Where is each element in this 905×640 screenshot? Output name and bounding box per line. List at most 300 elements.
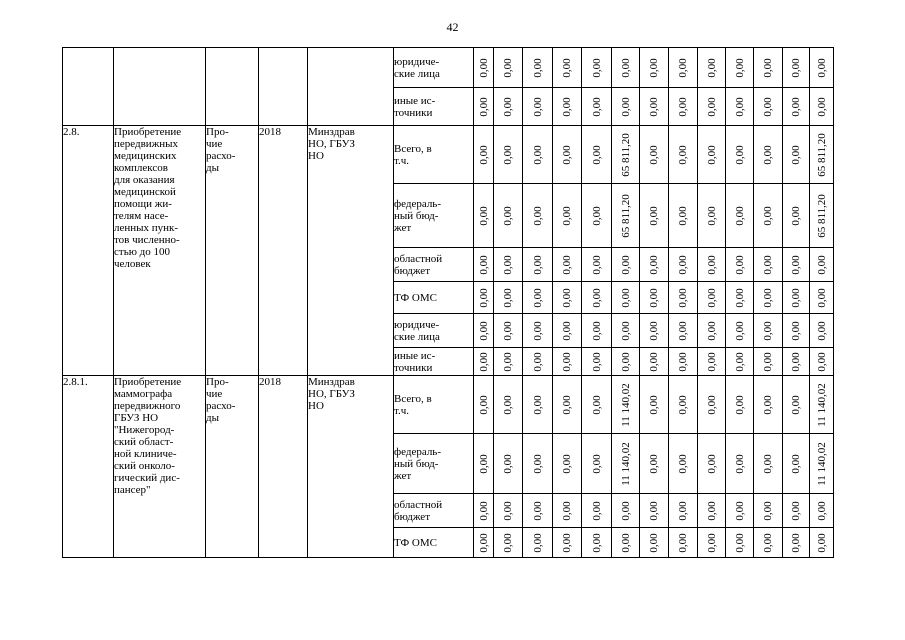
value-text: 0,00 (733, 351, 746, 372)
value-text: 0,00 (531, 453, 544, 474)
value-text: 0,00 (531, 96, 544, 117)
value-cell (754, 88, 783, 126)
value-text: 0,00 (561, 500, 573, 521)
funding-source: областной бюджет (394, 494, 474, 528)
value-cell (474, 184, 494, 248)
value-cell (726, 314, 754, 348)
value-text: 0,00 (790, 57, 802, 78)
value-cell (783, 184, 810, 248)
value-cell (494, 494, 523, 528)
value-text: 0,00 (561, 532, 573, 553)
item-number (63, 48, 114, 126)
value-text: 0,00 (705, 500, 718, 521)
value-text: 0,00 (477, 394, 490, 415)
value-text: 0,00 (815, 57, 828, 78)
value-cell (810, 314, 834, 348)
value-cell (810, 434, 834, 494)
value-text: 0,00 (561, 287, 573, 308)
page-number: 42 (446, 20, 459, 34)
value-text: 0,00 (619, 532, 632, 553)
value-cell (726, 348, 754, 376)
value-cell (553, 434, 582, 494)
value-text: 0,00 (590, 57, 603, 78)
value-text: 0,00 (677, 144, 689, 165)
value-text: 0,00 (502, 394, 514, 415)
value-text: 0,00 (648, 500, 660, 521)
value-cell (494, 126, 523, 184)
value-text: 0,00 (733, 453, 746, 474)
value-cell (640, 184, 669, 248)
value-text: 0,00 (502, 320, 514, 341)
value-cell (612, 376, 640, 434)
value-cell (669, 528, 698, 558)
value-cell (612, 314, 640, 348)
value-cell (582, 48, 612, 88)
table-row (63, 376, 834, 434)
value-cell (754, 184, 783, 248)
value-cell (612, 126, 640, 184)
value-cell (640, 48, 669, 88)
value-text: 0,00 (733, 287, 746, 308)
value-cell (582, 282, 612, 314)
value-text: 65 811,20 (815, 193, 828, 238)
value-cell (553, 88, 582, 126)
value-cell (726, 48, 754, 88)
value-cell (783, 88, 810, 126)
value-text: 0,00 (677, 96, 689, 117)
value-text: 0,00 (502, 254, 514, 275)
value-text: 0,00 (733, 96, 746, 117)
funding-source: Всего, в т.ч. (394, 126, 474, 184)
value-text: 0,00 (590, 453, 603, 474)
value-text: 0,00 (561, 453, 573, 474)
value-text: 0,00 (705, 96, 718, 117)
value-cell (494, 184, 523, 248)
value-cell (582, 376, 612, 434)
value-text: 0,00 (705, 144, 718, 165)
value-text: 0,00 (502, 500, 514, 521)
value-text: 0,00 (477, 351, 490, 372)
value-cell (754, 494, 783, 528)
value-cell (783, 126, 810, 184)
value-cell (523, 126, 553, 184)
value-cell (582, 348, 612, 376)
value-cell (783, 528, 810, 558)
value-cell (783, 494, 810, 528)
value-cell (726, 282, 754, 314)
value-cell (474, 434, 494, 494)
value-cell (523, 528, 553, 558)
value-text: 0,00 (762, 96, 774, 117)
item-expense-type (206, 48, 259, 126)
value-text: 0,00 (648, 453, 660, 474)
value-cell (612, 528, 640, 558)
value-text: 0,00 (815, 532, 828, 553)
value-text: 0,00 (561, 57, 573, 78)
value-text: 0,00 (733, 320, 746, 341)
value-cell (553, 494, 582, 528)
value-text: 0,00 (705, 287, 718, 308)
value-text: 0,00 (815, 287, 828, 308)
value-text: 0,00 (677, 320, 689, 341)
value-text: 0,00 (815, 96, 828, 117)
value-text: 0,00 (561, 96, 573, 117)
value-cell (523, 248, 553, 282)
value-text: 0,00 (561, 394, 573, 415)
item-name: Приобретение передвижных медицинских комплексов для оказания медицинской помощи жи- телям насе- ленных пунк- тов численно- стью до 100 человек (114, 126, 206, 376)
value-text: 0,00 (762, 453, 774, 474)
value-text: 0,00 (648, 254, 660, 275)
value-cell (669, 184, 698, 248)
value-text: 0,00 (590, 287, 603, 308)
item-executor (308, 48, 394, 126)
value-cell (810, 126, 834, 184)
value-cell (494, 282, 523, 314)
value-cell (810, 528, 834, 558)
value-cell (582, 126, 612, 184)
value-cell (474, 88, 494, 126)
value-cell (582, 434, 612, 494)
value-cell (783, 434, 810, 494)
value-cell (698, 314, 726, 348)
value-text: 0,00 (477, 453, 490, 474)
value-text: 0,00 (790, 287, 802, 308)
value-cell (698, 88, 726, 126)
value-cell (523, 88, 553, 126)
value-cell (754, 376, 783, 434)
value-cell (640, 126, 669, 184)
value-text: 0,00 (531, 205, 544, 226)
value-text: 65 811,20 (619, 193, 632, 238)
value-cell (553, 528, 582, 558)
value-text: 0,00 (590, 96, 603, 117)
value-text: 65 811,20 (619, 132, 632, 177)
value-cell (553, 282, 582, 314)
item-executor: Минздрав НО, ГБУЗ НО (308, 126, 394, 376)
value-text: 0,00 (531, 500, 544, 521)
value-cell (640, 88, 669, 126)
value-cell (553, 314, 582, 348)
value-cell (494, 434, 523, 494)
value-cell (698, 348, 726, 376)
value-cell (754, 248, 783, 282)
value-text: 0,00 (677, 254, 689, 275)
value-text: 0,00 (815, 351, 828, 372)
value-cell (754, 126, 783, 184)
funding-source: федераль- ный бюд- жет (394, 184, 474, 248)
value-cell (523, 314, 553, 348)
value-cell (669, 248, 698, 282)
value-cell (582, 314, 612, 348)
item-year: 2018 (259, 376, 308, 558)
value-text: 0,00 (790, 205, 802, 226)
value-cell (669, 314, 698, 348)
value-text: 0,00 (477, 320, 490, 341)
value-cell (553, 48, 582, 88)
funding-source: областной бюджет (394, 248, 474, 282)
value-cell (553, 376, 582, 434)
value-text: 0,00 (477, 144, 490, 165)
value-text: 0,00 (590, 320, 603, 341)
value-text: 0,00 (705, 320, 718, 341)
value-text: 0,00 (677, 287, 689, 308)
value-text: 0,00 (648, 144, 660, 165)
value-cell (612, 282, 640, 314)
value-cell (553, 184, 582, 248)
value-text: 0,00 (790, 254, 802, 275)
value-cell (474, 376, 494, 434)
value-cell (726, 88, 754, 126)
value-text: 0,00 (477, 96, 490, 117)
value-text: 0,00 (733, 144, 746, 165)
value-text: 0,00 (531, 144, 544, 165)
value-cell (783, 348, 810, 376)
value-text: 0,00 (790, 96, 802, 117)
value-cell (669, 376, 698, 434)
value-cell (754, 314, 783, 348)
value-text: 0,00 (561, 254, 573, 275)
value-text: 0,00 (762, 320, 774, 341)
value-cell (523, 434, 553, 494)
value-text: 0,00 (790, 320, 802, 341)
value-text: 0,00 (590, 500, 603, 521)
value-cell (726, 248, 754, 282)
value-text: 0,00 (762, 287, 774, 308)
value-text: 0,00 (677, 453, 689, 474)
value-cell (474, 48, 494, 88)
value-text: 0,00 (590, 351, 603, 372)
value-cell (474, 126, 494, 184)
value-cell (754, 528, 783, 558)
value-text: 0,00 (648, 287, 660, 308)
value-text: 0,00 (790, 351, 802, 372)
value-cell (726, 434, 754, 494)
value-text: 0,00 (648, 320, 660, 341)
value-cell (698, 282, 726, 314)
value-cell (474, 494, 494, 528)
value-text: 0,00 (531, 320, 544, 341)
value-cell (783, 248, 810, 282)
funding-source: иные ис- точники (394, 88, 474, 126)
funding-source: юридиче- ские лица (394, 48, 474, 88)
value-text: 0,00 (502, 96, 514, 117)
value-text: 0,00 (790, 500, 802, 521)
value-text: 0,00 (477, 205, 490, 226)
table-row (63, 126, 834, 184)
value-cell (698, 434, 726, 494)
value-cell (783, 376, 810, 434)
value-text: 0,00 (502, 532, 514, 553)
value-cell (553, 248, 582, 282)
value-text: 0,00 (590, 205, 603, 226)
value-cell (523, 184, 553, 248)
value-text: 0,00 (502, 144, 514, 165)
item-expense-type: Про- чие расхо- ды (206, 126, 259, 376)
value-text: 0,00 (677, 394, 689, 415)
value-text: 0,00 (762, 205, 774, 226)
value-cell (640, 348, 669, 376)
value-text: 11 140,02 (619, 441, 632, 486)
item-name: Приобретение маммографа передвижного ГБУЗ НО "Нижегород- ский област- ной клиниче- ский онколо- гический дис- пансер" (114, 376, 206, 558)
value-text: 65 811,20 (815, 132, 828, 177)
value-text: 0,00 (705, 453, 718, 474)
value-cell (523, 494, 553, 528)
item-year (259, 48, 308, 126)
value-cell (612, 248, 640, 282)
value-text: 0,00 (815, 500, 828, 521)
value-text: 0,00 (531, 287, 544, 308)
value-text: 0,00 (677, 57, 689, 78)
value-text: 0,00 (648, 351, 660, 372)
value-cell (494, 48, 523, 88)
value-cell (494, 348, 523, 376)
value-cell (612, 494, 640, 528)
value-text: 0,00 (677, 205, 689, 226)
value-cell (494, 376, 523, 434)
value-cell (640, 528, 669, 558)
value-text: 0,00 (619, 287, 632, 308)
funding-source: ТФ ОМС (394, 282, 474, 314)
value-text: 0,00 (790, 394, 802, 415)
value-text: 0,00 (677, 500, 689, 521)
value-cell (640, 314, 669, 348)
value-cell (640, 282, 669, 314)
value-cell (640, 376, 669, 434)
value-cell (640, 494, 669, 528)
value-text: 0,00 (648, 532, 660, 553)
item-name (114, 48, 206, 126)
value-text: 0,00 (502, 57, 514, 78)
value-cell (582, 528, 612, 558)
funding-source: ТФ ОМС (394, 528, 474, 558)
value-text: 0,00 (762, 57, 774, 78)
value-text: 11 140,02 (619, 382, 632, 427)
value-cell (726, 376, 754, 434)
value-text: 0,00 (762, 532, 774, 553)
value-text: 0,00 (531, 351, 544, 372)
value-text: 0,00 (648, 394, 660, 415)
value-text: 0,00 (762, 144, 774, 165)
value-cell (698, 126, 726, 184)
value-cell (553, 348, 582, 376)
value-cell (698, 184, 726, 248)
value-text: 0,00 (502, 287, 514, 308)
funding-source: Всего, в т.ч. (394, 376, 474, 434)
value-cell (474, 528, 494, 558)
value-text: 0,00 (477, 532, 490, 553)
value-text: 0,00 (733, 394, 746, 415)
value-cell (810, 376, 834, 434)
value-text: 0,00 (648, 96, 660, 117)
value-text: 0,00 (815, 320, 828, 341)
item-number: 2.8. (63, 126, 114, 376)
value-cell (783, 48, 810, 88)
value-text: 0,00 (619, 351, 632, 372)
value-cell (474, 282, 494, 314)
value-text: 0,00 (561, 144, 573, 165)
value-cell (612, 348, 640, 376)
value-cell (754, 282, 783, 314)
value-text: 0,00 (502, 453, 514, 474)
value-text: 0,00 (561, 205, 573, 226)
value-cell (474, 348, 494, 376)
value-cell (698, 248, 726, 282)
value-cell (640, 248, 669, 282)
value-cell (698, 48, 726, 88)
value-text: 0,00 (733, 205, 746, 226)
value-text: 0,00 (561, 320, 573, 341)
value-cell (754, 434, 783, 494)
value-text: 0,00 (590, 532, 603, 553)
value-cell (669, 126, 698, 184)
value-cell (523, 348, 553, 376)
value-cell (810, 348, 834, 376)
value-cell (669, 88, 698, 126)
value-cell (810, 88, 834, 126)
value-text: 0,00 (619, 254, 632, 275)
value-cell (523, 282, 553, 314)
value-text: 0,00 (648, 205, 660, 226)
value-cell (523, 376, 553, 434)
value-cell (640, 434, 669, 494)
value-cell (754, 348, 783, 376)
value-text: 0,00 (590, 254, 603, 275)
value-text: 0,00 (590, 144, 603, 165)
value-text: 0,00 (619, 320, 632, 341)
value-text: 0,00 (619, 500, 632, 521)
funding-source: федераль- ный бюд- жет (394, 434, 474, 494)
value-cell (582, 494, 612, 528)
value-text: 0,00 (619, 57, 632, 78)
value-cell (523, 48, 553, 88)
value-cell (494, 248, 523, 282)
value-cell (553, 126, 582, 184)
value-text: 11 140,02 (815, 382, 828, 427)
value-cell (783, 314, 810, 348)
value-cell (698, 376, 726, 434)
value-cell (669, 48, 698, 88)
value-cell (726, 184, 754, 248)
value-text: 0,00 (705, 351, 718, 372)
value-cell (494, 88, 523, 126)
value-text: 0,00 (648, 57, 660, 78)
value-text: 0,00 (561, 351, 573, 372)
funding-source: иные ис- точники (394, 348, 474, 376)
value-text: 0,00 (477, 57, 490, 78)
value-text: 0,00 (762, 500, 774, 521)
value-text: 0,00 (619, 96, 632, 117)
value-cell (810, 184, 834, 248)
value-text: 0,00 (477, 500, 490, 521)
value-cell (810, 48, 834, 88)
value-cell (474, 248, 494, 282)
value-text: 0,00 (790, 144, 802, 165)
value-text: 0,00 (531, 57, 544, 78)
value-text: 0,00 (477, 287, 490, 308)
value-text: 0,00 (705, 254, 718, 275)
value-cell (698, 528, 726, 558)
value-cell (669, 282, 698, 314)
value-text: 0,00 (762, 351, 774, 372)
value-cell (783, 282, 810, 314)
value-text: 0,00 (733, 254, 746, 275)
value-text: 0,00 (531, 532, 544, 553)
value-text: 0,00 (477, 254, 490, 275)
value-text: 0,00 (790, 453, 802, 474)
value-text: 0,00 (762, 254, 774, 275)
value-cell (494, 314, 523, 348)
value-text: 0,00 (705, 532, 718, 553)
